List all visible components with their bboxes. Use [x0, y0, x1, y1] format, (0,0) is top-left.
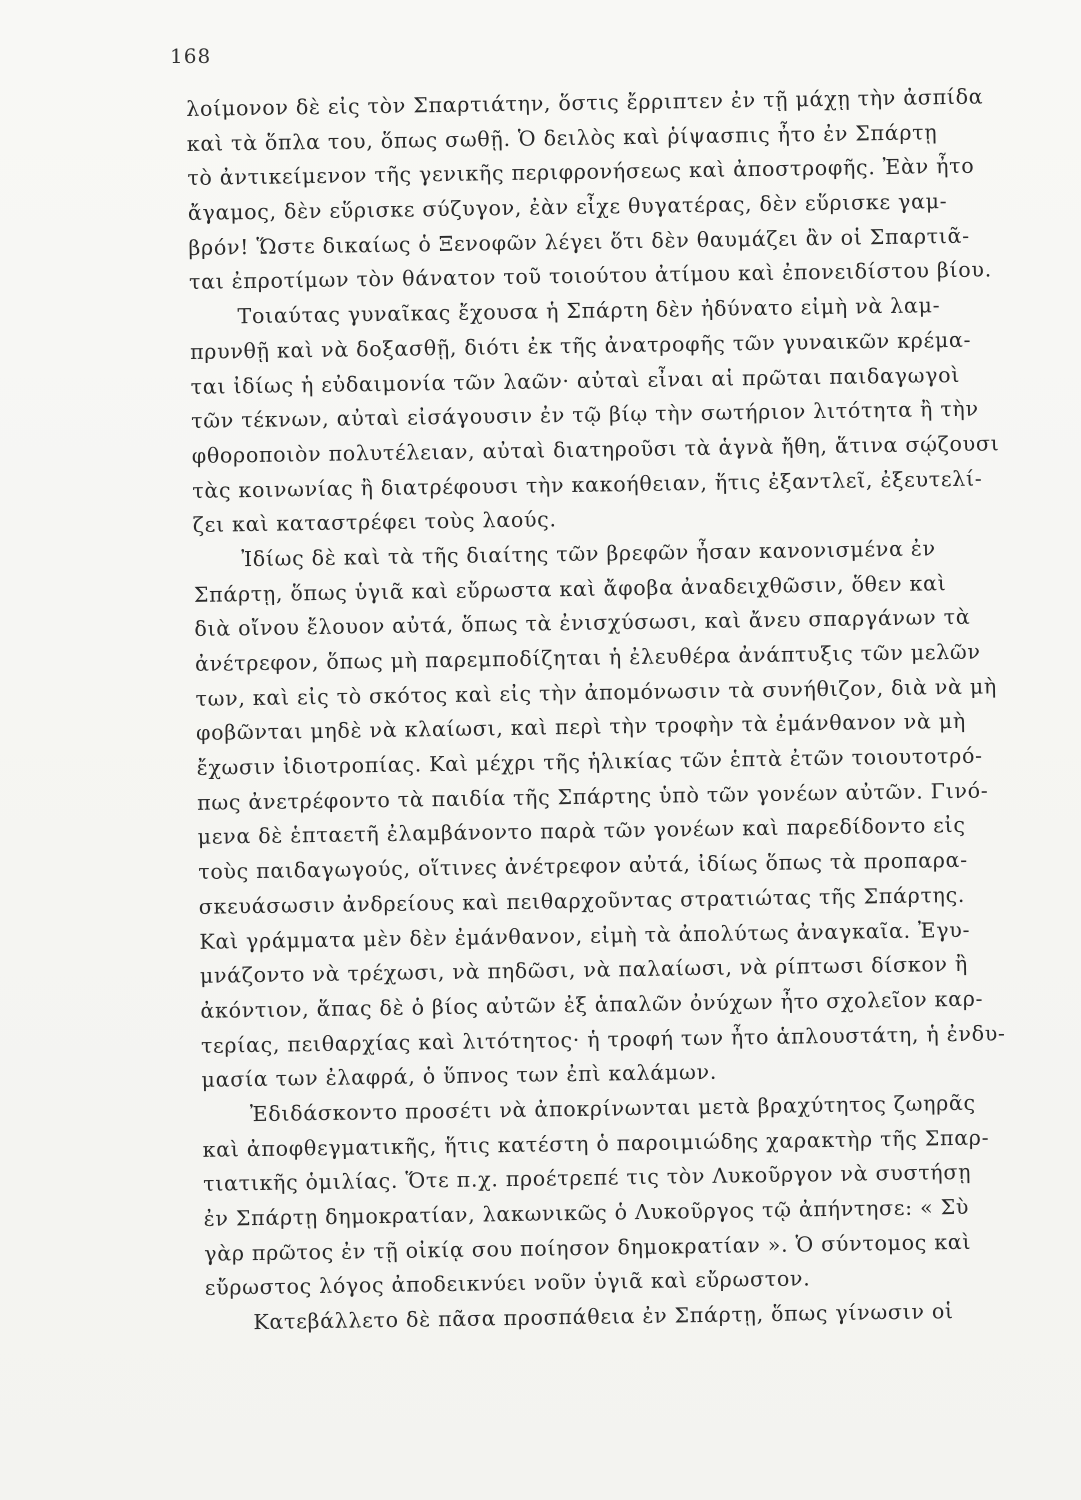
text-line: Τοιαύτας γυναῖκας ἔχουσα ἡ Σπάρτη δὲν ἠδύνατο εἰμὴ νὰ λαμ-	[237, 293, 941, 329]
text-line: πως ἀνετρέφοντο τὰ παιδία τῆς Σπάρτης ὑπὸ τῶν γονέων αὐτῶν. Γινό-	[196, 778, 989, 815]
text-line: καὶ τὰ ὅπλα του, ὅπως σωθῇ. Ὁ δειλὸς καὶ ῥίψασπις ἦτο ἐν Σπάρτῃ	[186, 119, 938, 156]
text-line: Κατεβάλλετο δὲ πᾶσα προσπάθεια ἐν Σπάρτῃ, ὅπως γίνωσιν οἱ	[253, 1299, 954, 1335]
text-line: τιατικῆς ὁμιλίας. Ὅτε π.χ. προέτρεπέ τις τὸν Λυκοῦργον νὰ συστήσῃ	[202, 1160, 972, 1197]
text-line: τὸ ἀντικείμενον τῆς γενικῆς περιφρονήσεως καὶ ἀποστροφῆς. Ἐὰν ἦτο	[187, 154, 975, 191]
text-line: διὰ οἴνου ἔλουον αὐτά, ὅπως τὰ ἐνισχύσωσι, καὶ ἄνευ σπαργάνων τὰ	[194, 605, 971, 642]
text-line: τοὺς παιδαγωγούς, οἵτινες ἀνέτρεφον αὐτά, ἰδίως ὅπως τὰ προπαρα-	[198, 847, 969, 885]
text-line: μασία των ἐλαφρά, ὁ ὕπνος των ἐπὶ καλάμων.	[201, 1060, 718, 1093]
text-line: φοβῶνται μηδὲ νὰ κλαίωσι, καὶ περὶ τὴν τροφὴν τὰ ἐμάνθανον νὰ μὴ	[195, 709, 967, 746]
text-line: ἐν Σπάρτῃ δημοκρατίαν, λακωνικῶς ὁ Λυκοῦργος τῷ ἀπήντησε: « Σὺ	[203, 1194, 970, 1231]
text-line: των, καὶ εἰς τὸ σκότος καὶ εἰς τὴν ἀπομόνωσιν τὰ συνήθιζον, διὰ νὰ μὴ	[195, 674, 998, 711]
text-line: τερίας, πειθαρχίας καὶ λιτότητος· ἡ τροφή των ἦτο ἁπλουστάτη, ἡ ἐνδυ-	[200, 1020, 1006, 1058]
text-line: ἀνέτρεφον, ὅπως μὴ παρεμποδίζηται ἡ ἐλευθέρα ἀνάπτυξις τῶν μελῶν	[194, 639, 981, 676]
page-number: 168	[170, 44, 212, 68]
text-line: Ἐδιδάσκοντο προσέτι νὰ ἀποκρίνωνται μετὰ βραχύτητος ζωηρᾶς	[249, 1090, 976, 1127]
text-line: φθοροποιὸν πολυτέλειαν, αὐταὶ διατηροῦσι τὰ ἁγνὰ ἤθη, ἅτινα σῴζουσι	[191, 431, 1000, 468]
text-line: ἔχωσιν ἰδιοτροπίας. Καὶ μέχρι τῆς ἡλικίας τῶν ἑπτὰ ἐτῶν τοιουτοτρό-	[196, 743, 983, 780]
text-line: Καὶ γράμματα μὲν δὲν ἐμάνθανον, εἰμὴ τὰ ἀπολύτως ἀναγκαῖα. Ἐγυ-	[199, 917, 971, 954]
body-text	[186, 78, 1081, 1340]
text-line: σκευάσωσιν ἀνδρείους καὶ πειθαρχοῦντας στρατιώτας τῆς Σπάρτης.	[198, 882, 966, 919]
text-line: εὔρωστος λόγος ἀποδεικνύει νοῦν ὑγιᾶ καὶ εὔρωστον.	[204, 1266, 811, 1301]
text-line: τὰς κοινωνίας ἢ διατρέφουσι τὴν κακοήθειαν, ἥτις ἐξαντλεῖ, ἐξευτελί-	[192, 466, 983, 503]
text-line: καὶ ἀποφθεγματικῆς, ἥτις κατέστη ὁ παροιμιώδης χαρακτὴρ τῆς Σπαρ-	[202, 1125, 990, 1162]
text-line: Σπάρτῃ, ὅπως ὑγιᾶ καὶ εὔρωστα καὶ ἄφοβα ἀναδειχθῶσιν, ὅθεν καὶ	[193, 570, 947, 607]
text-line: Ἰδίως δὲ καὶ τὰ τῆς διαίτης τῶν βρεφῶν ἦσαν κανονισμένα ἐν	[241, 536, 936, 572]
text-line: ἄγαμος, δὲν εὕρισκε σύζυγον, ἐὰν εἶχε θυγατέρας, δὲν εὕρισκε γαμ-	[187, 189, 948, 226]
text-line: πρυνθῇ καὶ νὰ δοξασθῇ, διότι ἐκ τῆς ἀνατροφῆς τῶν γυναικῶν κρέμα-	[189, 327, 972, 364]
text-line: μνάζοντο νὰ τρέχωσι, νὰ πηδῶσι, νὰ παλαίωσι, νὰ ρίπτωσι δίσκον ἢ	[199, 952, 969, 989]
text-line: λοίμονον δὲ εἰς τὸν Σπαρτιάτην, ὅστις ἔρριπτεν ἐν τῇ μάχῃ τὴν ἀσπίδα	[186, 84, 984, 121]
text-line: βρόν! Ὥστε δικαίως ὁ Ξενοφῶν λέγει ὅτι δὲν θαυμάζει ἂν οἱ Σπαρτιᾶ-	[188, 223, 970, 260]
text-line: ται ἐπροτίμων τὸν θάνατον τοῦ τοιούτου ἀτίμου καὶ ἐπονειδίστου βίου.	[188, 257, 993, 295]
text-line: γὰρ πρῶτος ἐν τῇ οἰκίᾳ σου ποίησον δημοκρατίαν ». Ὁ σύντομος καὶ	[204, 1229, 972, 1266]
text-line: ται ἰδίως ἡ εὐδαιμονία τῶν λαῶν· αὐταὶ εἶναι αἱ πρῶται παιδαγωγοὶ	[190, 362, 961, 399]
text-line: τῶν τέκνων, αὐταὶ εἰσάγουσιν ἐν τῷ βίῳ τὴν σωτήριον λιτότητα ἢ τὴν	[190, 396, 979, 434]
text-line: ἀκόντιον, ἅπας δὲ ὁ βίος αὐτῶν ἐξ ἁπαλῶν ὀνύχων ἦτο σχολεῖον καρ-	[200, 986, 984, 1023]
text-line: μενα δὲ ἑπταετῆ ἐλαμβάνοντο παρὰ τῶν γονέων καὶ παρεδίδοντο εἰς	[197, 813, 966, 850]
text-line: ζει καὶ καταστρέφει τοὺς λαούς.	[192, 507, 557, 538]
